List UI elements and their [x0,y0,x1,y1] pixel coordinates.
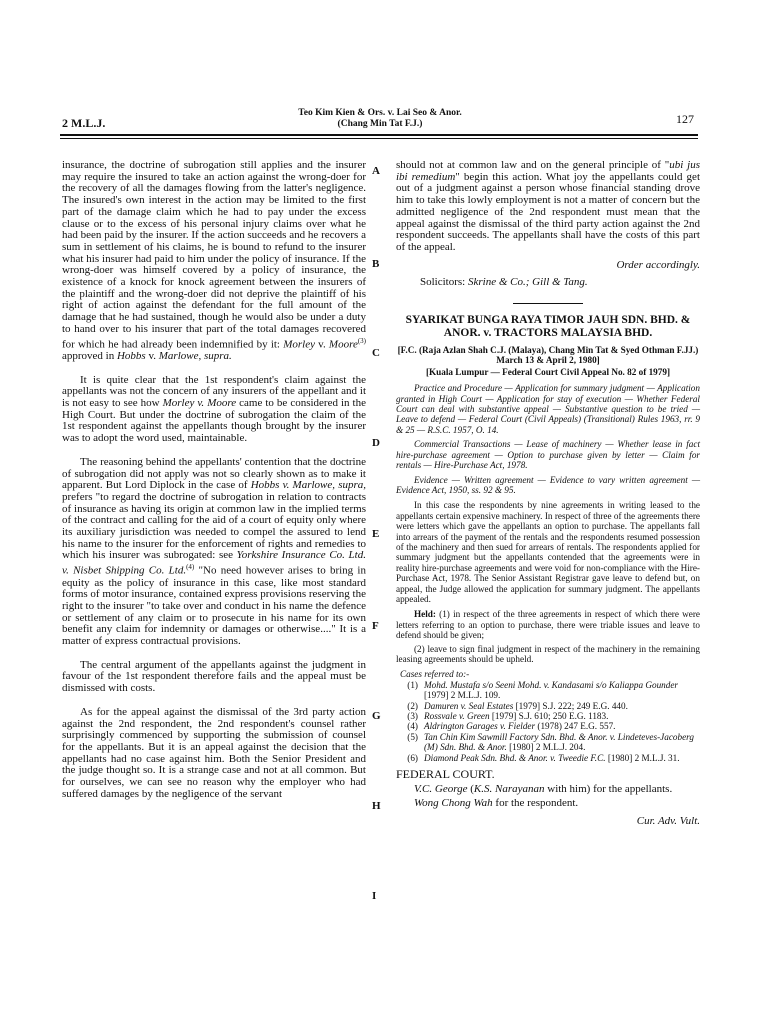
footnote-ref: (4) [186,563,195,572]
case-name: Rossvale v. Green [424,711,490,722]
list-item [396,753,700,763]
case-name: Hobbs [116,349,146,362]
counsel-name: V.C. George [414,782,468,795]
versus: v. [145,349,159,362]
header-rule-thin [60,138,698,139]
paragraph: The central argument of the appellants against the judgment in favour of the 1st respondent therefore fails and the appeal must be dismissed with costs. [62,658,366,695]
paragraph-text: insurance, the doctrine of subrogation still applies and the insurer may require the insured to take an action against the wrong-doer for the recovery of all the damages flowing from the latter's negligence. The insured's own interest in the action may be limited to the first part of the damage claim which he had to pay under the excess clause or to the excess of his personal injury claims over what he had been paid by the insurer. If the action succeeds and he recovers a sum in settlement of his claims, he is bound to refund to the insurer what his insurer had paid to him under the policy of insurance. If the wrong-doer was himself covered by a policy of insurance, the existence of a knock for knock agreement between the insurers of the plaintiff and the wrong-doer did not deprive the plaintiff of his right of action against the defendant for the full amount of the damage that he had sustained, though he would also be under a duty to hand over to his insurer that part of the total damages recovered for which he had already been indemnified by it: [62,159,366,351]
list-item [396,680,700,701]
margin-letter: E [372,528,380,540]
case-name: Yorkshire Insurance Co. Ltd. v. Nisbet Shipping Co. Ltd. [62,549,366,577]
paragraph-text: with him) for the appellants. [544,782,673,795]
case-number: (3) [407,711,418,722]
paragraph: As for the appeal against the dismissal of the 3rd party action against the 2nd respondent, the 2nd respondent's counsel rather surprisingly commenced by supporting the submission of counsel for the appellants. But it is an appeal against the decision that the appellants had no case against him. Both the Senior President and the judge thought so. It is a strange case and not at all common. But for ourselves, we can see no reason why the employer who had suffered damages by the negligence of the servant [62,705,366,800]
counsel-respondent [396,798,700,810]
headnote-summary: In this case the respondents by nine agreements in writing leased to the appellants certain expensive machinery. In respect of three of the agreements there were letters which gave the appellants an option to purchase. The appellants fall into arrears of the payment of the rentals and the respondents resumed possession of the machinery and then sued for arrears of rentals. The respondents applied for summary judgment but the appellants contended that the agreements were in reality hire-purchase agreements and were void for non-compliance with the Hire-Purchase Act, 1978. The Senior Assistant Registrar gave leave to defend but, on appeal, the Judge allowed the application for summary judgment. The appellants appealed. [396,500,700,604]
paragraph-text: ( [467,782,474,795]
case-number: (6) [407,752,418,763]
paragraph-text: approved in [62,349,117,362]
paragraph [62,375,366,445]
solicitors-line [396,277,700,289]
counsel-name: Wong Chong Wah [414,797,493,810]
latin-maxim: ubi jus ibi remedium [396,159,700,183]
paragraph-text: for the respondent. [492,797,579,810]
case-number: (4) [407,721,418,732]
coram: [F.C. (Raja Azlan Shah C.J. (Malaya), Chang Min Tat & Syed Othman F.JJ.) March 13 & April 2, 1980] [397,345,699,366]
case-name: Damuren v. Seal Estates [424,700,514,711]
journal-citation: 2 M.L.J. [62,116,106,130]
case-name: Mohd. Mustafa s/o Seeni Mohd. v. Kandasami s/o Kaliappa Gounder [424,679,679,690]
paragraph-text: "No need however arises to bring in equity as the policy of insurance in this case, like most standard forms of motor insurance, contained express provisions reserving the right to the insurer "to take over and conduct in his name the defence or settlement of any claim or to prosecute in his name for its own benefit any claim for indemnity or damages or otherwise...." It is a matter of express contractual provisions. [62,564,366,648]
held-text: (1) in respect of the three agreements in respect of which there were letters referring to an option to purchase, there were triable issues and leave to defend should be given; [396,609,700,641]
versus: v. [314,338,329,351]
counsel-appellants [396,784,700,796]
margin-letter: I [372,890,377,902]
list-item [396,701,700,711]
case-name: Hobbs v. Marlowe, supra, [250,479,367,492]
list-item [396,721,700,731]
footnote-ref: (3) [357,336,366,345]
page-number: 127 [676,112,694,126]
case-number: (1) [407,679,418,690]
cases-label: Cases referred to:- [400,669,470,680]
held: (2) leave to sign final judgment in respect of the machinery in the remaining leasing agreements should be upheld. [396,643,700,664]
left-column [62,160,366,800]
order-line: Order accordingly. [616,258,700,271]
list-item [396,711,700,721]
catchwords: Evidence — Written agreement — Evidence to vary written agreement — Evidence Act, 1950, ss. 92 & 95. [396,474,700,495]
case-name: Morley v. Moore [162,397,237,410]
case-name: Moore [328,338,358,351]
cases-list [396,680,700,763]
running-header-case: Teo Kim Kien & Ors. v. Lai Seo & Anor. [298,108,462,118]
paragraph-text: should not at common law and on the general principle of " [396,159,670,171]
margin-letter: B [372,258,380,270]
paragraph-text: came to be considered in the High Court. But under the doctrine of subrogation the claim of the 1st respondent against the appellants though brought by the insurer was to adopt the word used, maintainable. [62,397,366,445]
case-citation: [1980] 2 M.L.J. 204. [506,742,586,753]
held [396,609,700,640]
margin-letter: G [372,710,381,722]
margin-letter: F [372,620,379,632]
solicitors-label: Solicitors: [420,276,468,289]
case-citation: [1980] 2 M.L.J. 31. [605,752,680,763]
case-number: (5) [407,731,418,742]
case-name: Aldrington Garages v. Fielder [424,721,536,732]
running-header [250,108,510,130]
paragraph-text: It is quite clear that the 1st respondent's claim against the appellants was not the concern of any insurers of the appellant and it is not easy to see how [62,373,366,410]
case-citation: (1978) 247 E.G. 557. [535,721,616,732]
paragraph-text: prefers "to regard the doctrine of subrogation in relation to contracts of insurance as having its origin at common law in the implied terms of the contract and calling for the aid of a court of equity only where its auxiliary jurisdiction was needed to compel the assured to lend his name to the insurer for the enforcement of rights and remedies to which his insurer was subrogated: see [62,490,366,562]
paragraph [396,160,700,254]
margin-letter: D [372,437,380,449]
paragraph [62,160,366,363]
catchwords: Practice and Procedure — Application for summary judgment — Application granted in High Court — Application for stay of execution — Whether Federal Court can deal with substantive appeal — Substantive question to be tried — Leave to defend — Federal Court (Civil Appeals) (Transitional) Rules 1963, rr. 9 & 25 — R.S.C. 1957, O. 14. [396,383,700,435]
counsel-name: K.S. Narayanan [473,782,545,795]
court-reference: [Kuala Lumpur — Federal Court Civil Appeal No. 82 of 1979] [425,366,671,377]
case-name: Morley [283,338,315,351]
solicitors-names: Skrine & Co.; Gill & Tang. [467,276,588,289]
case-number: (2) [407,700,418,711]
cur-adv-vult: Cur. Adv. Vult. [636,815,700,828]
case-citation: [1979] S.J. 610; 250 E.G. 1183. [489,711,609,722]
right-column [396,160,700,828]
margin-letter: C [372,347,380,359]
catchwords: Commercial Transactions — Lease of machinery — Whether lease in fact hire-purchase agreement — Option to purchase given by letter — Claim for rentals — Hire-Purchase Act, 1978. [396,439,700,471]
paragraph [62,457,366,648]
held-label: Held: [414,609,436,620]
case-citation: [1979] S.J. 222; 249 E.G. 440. [513,700,628,711]
header-rule-thick [60,134,698,136]
case-name: Diamond Peak Sdn. Bhd. & Anor. v. Tweedie F.C. [424,752,606,763]
case-name: Marlowe, supra. [158,349,232,362]
federal-court-heading: FEDERAL COURT. [396,767,495,782]
margin-letter: A [372,165,380,177]
section-divider [513,303,583,304]
paragraph-text: The reasoning behind the appellants' contention that the doctrine of subrogation did not apply was not so clearly shown as to make it apparent. But Lord Diplock in the case of [62,455,366,492]
paragraph-text: " begin this action. What joy the appellants could get out of a judgment against a person whose financial standing drove him to take this lowly employment is not a matter of concern but the admitted negligence of the 2nd respondent must mean that the appeal against the dismissal of the third party action against the 2nd respondent succeeds. The appellants shall have the costs of this part of the appeal. [396,170,700,253]
margin-letter: H [372,800,381,812]
list-item [396,732,700,753]
running-header-judge: (Chang Min Tat F.J.) [337,119,423,129]
case-citation: [1979] 2 M.L.J. 109. [424,690,501,701]
case-title: SYARIKAT BUNGA RAYA TIMOR JAUH SDN. BHD. & ANOR. v. TRACTORS MALAYSIA BHD. [405,314,691,340]
case-name: Tan Chin Kim Sawmill Factory Sdn. Bhd. & Anor. v. Lindeteves-Jacoberg (M) Sdn. Bhd. & Anor. [424,731,694,753]
